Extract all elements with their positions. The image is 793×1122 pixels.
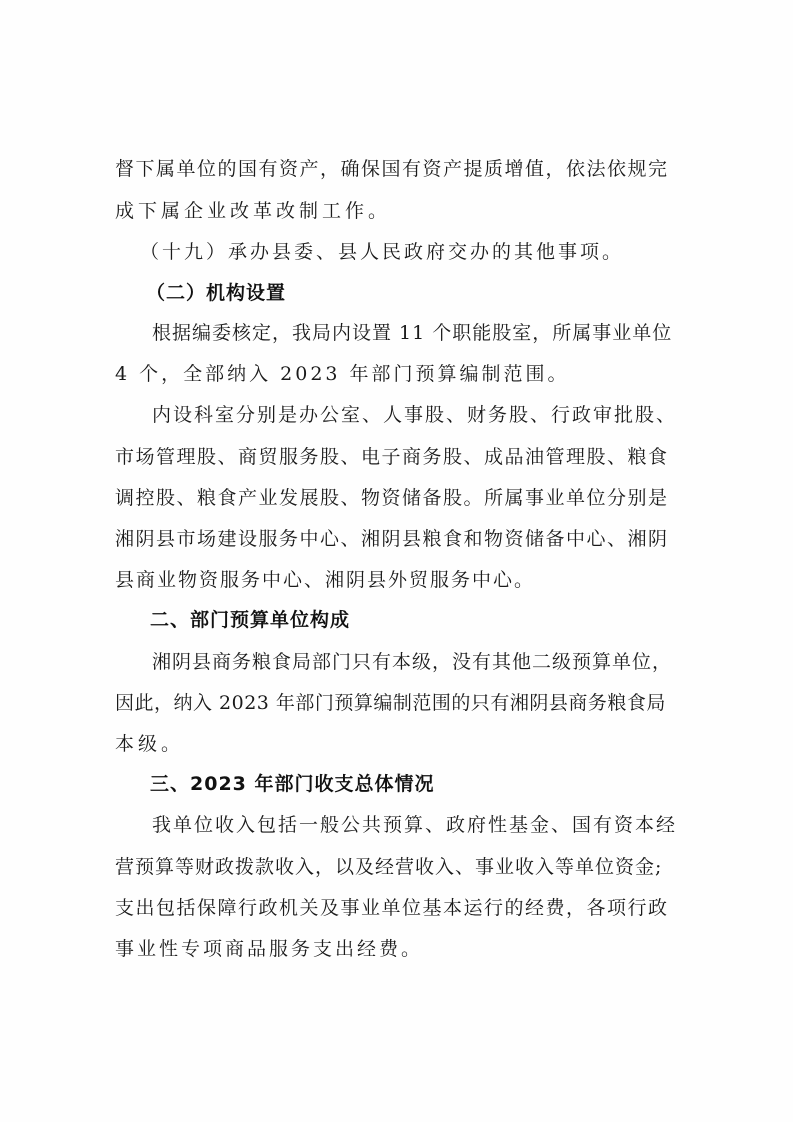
body-text-line: 成下属企业改革改制工作。	[115, 200, 392, 222]
body-text-line: 督下属单位的国有资产，确保国有资产提质增值，依法依规完	[115, 158, 669, 180]
body-text-line: 事业性专项商品服务支出经费。	[115, 938, 424, 960]
section-heading-institution-setup: （二）机构设置	[146, 282, 287, 304]
body-text-line: 本级。	[115, 733, 185, 755]
section-heading-budget-units: 二、部门预算单位构成	[150, 609, 351, 631]
body-text-line: 市场管理股、商贸服务股、电子商务股、成品油管理股、粮食	[115, 446, 669, 468]
section-heading-income-expenditure: 三、2023 年部门收支总体情况	[150, 773, 435, 795]
body-text-line: （十九）承办县委、县人民政府交办的其他事项。	[140, 241, 625, 263]
body-text-line: 湘阴县商务粮食局部门只有本级，没有其他二级预算单位，	[152, 651, 673, 673]
body-text-line: 调控股、粮食产业发展股、物资储备股。所属事业单位分别是	[115, 487, 669, 509]
body-text-line: 内设科室分别是办公室、人事股、财务股、行政审批股、	[152, 404, 678, 426]
body-text-line: 4 个，全部纳入 2023 年部门预算编制范围。	[115, 363, 570, 385]
body-text-line: 营预算等财政拨款收入，以及经营收入、事业收入等单位资金;	[115, 856, 663, 878]
body-text-line: 支出包括保障行政机关及事业单位基本运行的经费，各项行政	[115, 897, 669, 919]
body-text-line: 县商业物资服务中心、湘阴县外贸服务中心。	[115, 569, 536, 591]
body-text-line: 我单位收入包括一般公共预算、政府性基金、国有资本经	[152, 814, 678, 836]
body-text-line: 因此，纳入 2023 年部门预算编制范围的只有湘阴县商务粮食局	[115, 692, 666, 714]
body-text-line: 根据编委核定，我局内设置 11 个职能股室，所属事业单位	[152, 322, 673, 344]
body-text-line: 湘阴县市场建设服务中心、湘阴县粮食和物资储备中心、湘阴	[115, 528, 669, 550]
